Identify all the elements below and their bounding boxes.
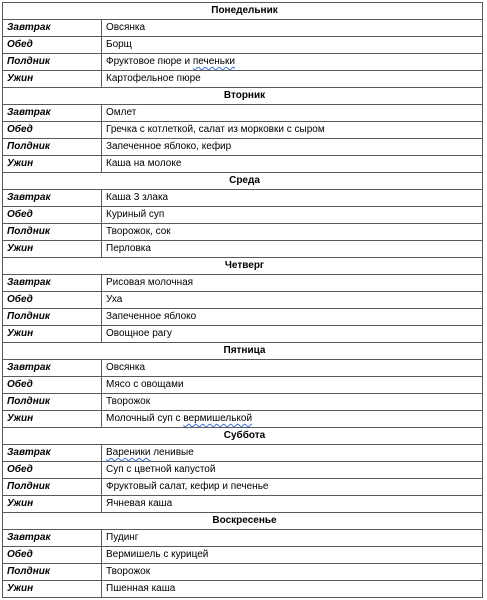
meal-label: Ужин bbox=[3, 411, 102, 428]
day-name: Воскресенье bbox=[3, 513, 483, 530]
dish-cell: Творожок bbox=[102, 564, 483, 581]
meal-label: Обед bbox=[3, 547, 102, 564]
meal-label: Полдник bbox=[3, 564, 102, 581]
meal-row bbox=[3, 360, 483, 377]
dish-cell: Запеченное яблоко bbox=[102, 309, 483, 326]
dish-cell: Овсянка bbox=[102, 20, 483, 37]
day-header-row bbox=[3, 3, 483, 20]
dish-cell: Творожок, сок bbox=[102, 224, 483, 241]
meal-row bbox=[3, 54, 483, 71]
dish-text: Фруктовое пюре и bbox=[106, 56, 193, 67]
meal-label: Ужин bbox=[3, 241, 102, 258]
meal-label: Ужин bbox=[3, 71, 102, 88]
dish-cell: Творожок bbox=[102, 394, 483, 411]
meal-row bbox=[3, 37, 483, 54]
meal-label: Полдник bbox=[3, 54, 102, 71]
meal-label: Полдник bbox=[3, 224, 102, 241]
meal-row bbox=[3, 309, 483, 326]
meal-row bbox=[3, 139, 483, 156]
day-name: Среда bbox=[3, 173, 483, 190]
dish-cell: Вермишель с курицей bbox=[102, 547, 483, 564]
weekly-menu-table bbox=[2, 2, 483, 598]
meal-row bbox=[3, 479, 483, 496]
dish-text: ленивые bbox=[150, 447, 194, 458]
meal-label: Ужин bbox=[3, 496, 102, 513]
dish-cell: Пшенная каша bbox=[102, 581, 483, 598]
meal-label: Завтрак bbox=[3, 275, 102, 292]
meal-row bbox=[3, 292, 483, 309]
spellcheck-marked-word: Вареники bbox=[106, 447, 151, 458]
dish-cell bbox=[102, 445, 483, 462]
meal-label: Завтрак bbox=[3, 105, 102, 122]
meal-label: Завтрак bbox=[3, 190, 102, 207]
dish-cell: Запеченное яблоко, кефир bbox=[102, 139, 483, 156]
day-header-row bbox=[3, 513, 483, 530]
meal-label: Полдник bbox=[3, 139, 102, 156]
meal-label: Обед bbox=[3, 37, 102, 54]
dish-cell: Ячневая каша bbox=[102, 496, 483, 513]
day-name: Вторник bbox=[3, 88, 483, 105]
day-name: Четверг bbox=[3, 258, 483, 275]
meal-row bbox=[3, 547, 483, 564]
meal-row bbox=[3, 241, 483, 258]
meal-row bbox=[3, 275, 483, 292]
meal-row bbox=[3, 105, 483, 122]
meal-label: Ужин bbox=[3, 581, 102, 598]
day-header-row bbox=[3, 428, 483, 445]
meal-row bbox=[3, 20, 483, 37]
meal-label: Полдник bbox=[3, 394, 102, 411]
meal-label: Обед bbox=[3, 207, 102, 224]
meal-row bbox=[3, 122, 483, 139]
meal-label: Ужин bbox=[3, 326, 102, 343]
dish-cell bbox=[102, 54, 483, 71]
meal-row bbox=[3, 394, 483, 411]
meal-label: Завтрак bbox=[3, 20, 102, 37]
meal-label: Обед bbox=[3, 462, 102, 479]
meal-label: Обед bbox=[3, 292, 102, 309]
day-header-row bbox=[3, 258, 483, 275]
meal-row bbox=[3, 581, 483, 598]
day-name: Суббота bbox=[3, 428, 483, 445]
dish-cell: Перловка bbox=[102, 241, 483, 258]
spellcheck-marked-word: вермишелькой bbox=[183, 413, 253, 424]
day-header-row bbox=[3, 88, 483, 105]
meal-label: Полдник bbox=[3, 479, 102, 496]
spellcheck-marked-word: печеньки bbox=[192, 56, 235, 67]
dish-cell: Куриный суп bbox=[102, 207, 483, 224]
dish-cell: Омлет bbox=[102, 105, 483, 122]
meal-label: Завтрак bbox=[3, 530, 102, 547]
meal-label: Полдник bbox=[3, 309, 102, 326]
meal-label: Завтрак bbox=[3, 445, 102, 462]
dish-cell: Суп с цветной капустой bbox=[102, 462, 483, 479]
dish-cell: Фруктовый салат, кефир и печенье bbox=[102, 479, 483, 496]
dish-cell: Каша 3 злака bbox=[102, 190, 483, 207]
meal-row bbox=[3, 377, 483, 394]
dish-cell: Рисовая молочная bbox=[102, 275, 483, 292]
meal-row bbox=[3, 156, 483, 173]
meal-label: Обед bbox=[3, 122, 102, 139]
day-header-row bbox=[3, 343, 483, 360]
dish-cell bbox=[102, 411, 483, 428]
meal-row bbox=[3, 564, 483, 581]
dish-cell: Картофельное пюре bbox=[102, 71, 483, 88]
meal-row bbox=[3, 224, 483, 241]
dish-cell: Овсянка bbox=[102, 360, 483, 377]
meal-row bbox=[3, 530, 483, 547]
meal-row bbox=[3, 411, 483, 428]
day-name: Понедельник bbox=[3, 3, 483, 20]
meal-label: Обед bbox=[3, 377, 102, 394]
day-header-row bbox=[3, 173, 483, 190]
dish-cell: Борщ bbox=[102, 37, 483, 54]
meal-row bbox=[3, 207, 483, 224]
meal-row bbox=[3, 190, 483, 207]
meal-label: Ужин bbox=[3, 156, 102, 173]
day-name: Пятница bbox=[3, 343, 483, 360]
meal-row bbox=[3, 326, 483, 343]
meal-row bbox=[3, 445, 483, 462]
meal-row bbox=[3, 462, 483, 479]
meal-label: Завтрак bbox=[3, 360, 102, 377]
dish-cell: Каша на молоке bbox=[102, 156, 483, 173]
meal-row bbox=[3, 71, 483, 88]
menu-table-body bbox=[3, 3, 483, 598]
dish-cell: Пудинг bbox=[102, 530, 483, 547]
dish-cell: Гречка с котлеткой, салат из морковки с сыром bbox=[102, 122, 483, 139]
meal-row bbox=[3, 496, 483, 513]
dish-cell: Овощное рагу bbox=[102, 326, 483, 343]
dish-cell: Уха bbox=[102, 292, 483, 309]
dish-text: Молочный суп с bbox=[106, 413, 184, 424]
dish-cell: Мясо с овощами bbox=[102, 377, 483, 394]
